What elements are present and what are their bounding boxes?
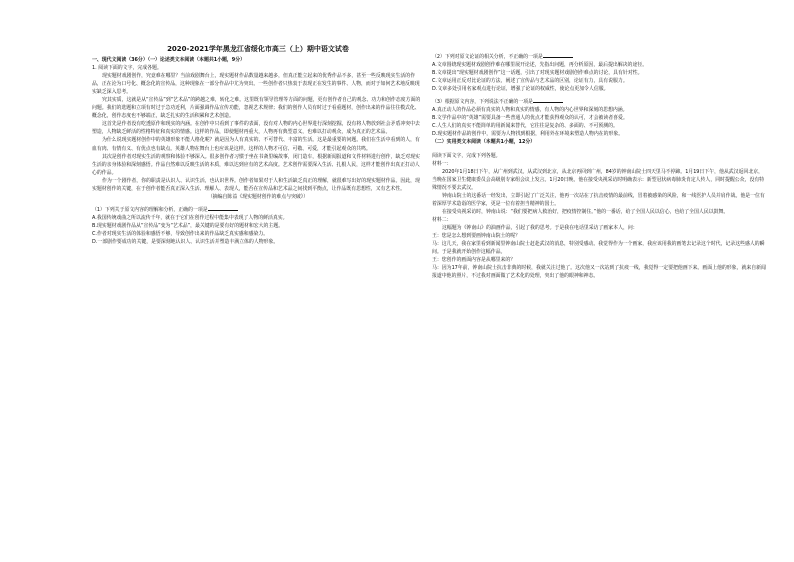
exam-title: 2020-2021学年黑龙江省绥化市高三（上）期中语文试卷 [167,45,349,53]
question-2-stem: （2）下列对原文论证的相关分析，不正确的一项是 [432,53,767,61]
material-paragraph: 2020年1月18日下午，从广州到武汉。从武汉到北京，从北京再回到广州，84岁的钟南山院士四天里马不停蹄。1月19日下午，他从武汉返回北京，当晚在国家卫生健康委员会高级别专家组会议上发言。1月20日晚，他在接受央视采访时明确表示：新型冠状病毒肺炎肯定人传人，同时提醒公众，没有特殊情况不要去武汉。 [432,168,765,191]
question-3-stem: （3）根据原文内容，下列说法不正确的一项是 [432,98,767,106]
left-column [92,56,424,246]
question-2-option-a: A.文章围绕现实题材戏剧创作难在哪里展开论述，先指出问题，再分析原因，最后提出解决的途径。 [432,62,648,69]
section-heading: 一、现代文阅读（36分）（一）论述类文本阅读（本题共1小题，9分） [92,57,245,63]
interview-line: 王：您是怎么想到要画钟南山院士的呢？ [432,232,521,239]
material-paragraph: 在接受央视采访时，钟南山说：“我们要把病人救治好，把疫情控制住。”他的一番话，给了全国人民以信心，也给了全国人民以鼓舞。 [442,208,729,215]
answer-blank[interactable] [208,210,238,211]
reading-intro: 1. 阅读下面的文字，完成各题。 [92,65,162,72]
material-label: 材料二： [432,216,452,223]
question-2-option-d: D.文章多处引用名家观点进行论证，增强了论证的权威性，使论点更加令人信服。 [432,86,609,93]
question-1-option-d: D.一部剧作要成功的关键，是要深刻地认识人、认识生活并塑造丰满立体的人物形象。 [92,239,279,246]
question-3-option-a: A.真正动人的作品必须有真实的人物和真实的情感，有人物的内心世界和深刻的思想内涵。 [432,107,628,114]
question-1-option-a: A.我国传统戏曲之所以流传千年，就在于它们在创作过程中能集中表现了人物的鲜活真实。 [92,214,288,221]
reading-intro: 阅读下面文字，完成下列各题。 [432,152,501,159]
passage-paragraph: 作为一个剧作者，你的职责是认识人、认识生活，也认识世界。创作者如果对于人和生活缺乏真正的理解，就很难写出好的现实题材作品。因此，现实题材创作的关键，在于创作者能否真正深入生活、理解人、表现人，能否在宣传品和艺术品之间找到平衡点，让作品既有思想性，又有艺术性。 [92,177,420,192]
question-3-option-c: C.人生人们的真实不能简单的用新闻来替代，它往往是复杂的、多面的、不可预测的。 [432,123,618,130]
material-paragraph: 钟南山院士的这番话一经发出，立即引起了广泛关注，他再一次站在了抗击疫情的最前线，冒着被感染的风险，和一线医护人员并肩作战。他是一位有着深厚学术造诣的医学家，更是一位有着担当精神的国士。 [432,192,765,207]
passage-source: （摘编自陈益《现实题材创作的难点与突破》） [207,193,309,200]
material-paragraph: 这幅题为《钟南山》的油画作品，引起了我的思考。于是我在电话里采访了画家本人，问： [442,224,638,231]
interview-line: 王：您创作的画面内容是从哪里来的？ [432,257,516,264]
question-1-option-c: C.作者对现实生活的体验和感悟不够，导致创作出来的作品缺乏真实感和感染力。 [92,230,269,237]
interview-line: 马：因为17年前，钟南山院士抗击非典的时候，我就关注过他了。这次他又一次站到了抗疫一线，我觉得一定要把他画下来。画面上他的形象，就来自新闻报道中他的照片，不过我对画面做了艺术化的处理，突出了他的眼神和神态。 [432,265,766,280]
answer-blank[interactable] [533,102,563,103]
passage-paragraph: 其次是创作者对现实生活的观察和体验不够深入。很多创作者习惯于坐在书斋里编故事，闭门造车，根据新闻报道和文件材料进行创作，缺乏对现实生活的亲身体验和深刻感悟。作品自然难以反映生活的本质，难以达到应有的艺术高度。艺术创作需要深入生活、扎根人民，这样才能创作出真正打动人心的作品。 [92,153,420,176]
right-column [432,53,767,280]
question-3-option-b: B.文学作品中的“英雄”需要具备一些普通人的优点才能获得观众的认可，才会被读者喜爱。 [432,115,628,122]
question-1-option-b: B.现实题材戏剧作品从“宣传品”变为“艺术品”，最关键的是要有好的题材和宏大的主题。 [92,222,284,229]
answer-blank[interactable] [543,57,573,58]
material-label: 材料一： [432,160,452,167]
passage-paragraph: 为什么说现实题材创作中的英雄形象不能人格化呢？就是因为人有真实的、不可替代、丰富的生活。这是最重要的问题。我们在生活中看到的人，有血有肉、有情有义、有优点也有缺点。英雄人物在舞台上也应该是这样。这样的人物才可信、可敬、可爱，才能引起观众的共鸣。 [92,137,420,152]
question-3-option-d: D.现实题材作品的创作中，需要为人物找到根据，利用外在环境来塑造人物内在的形象。 [432,131,624,138]
passage-paragraph: 这首先是作者没有吃透原作和现实的内涵。在创作中只看到了事件的表面，没有对人物的内心世界进行深刻挖掘，没有将人物放到社会矛盾冲突中去塑造，人物缺乏鲜活的性格特征和真实的情感。这样的作品，即使题材再重大，人物再有典型意义，也难以打动观众，成为真正的艺术品。 [92,121,420,136]
passage-paragraph: 现实题材戏剧创作，究竟难在哪里？当前戏剧舞台上，现实题材作品数量越来越多，但真正能立起来的优秀作品不多，甚至一些反映现实生活的作品，正在沦为口号化、概念化的宣传品，这种现象在一部分作品中尤为突出。一些创作者只热衷于表现正在发生的事件、人物，而对于如何艺术地反映现实缺乏深入思考。 [92,73,420,96]
section-heading: （二）实用类文本阅读（本题共1小题，12分） [432,139,536,146]
question-2-option-b: B.文章提出“现实题材戏剧创作”这一话题，引出了对现实题材戏剧创作难点的讨论，具有针对性。 [432,70,643,77]
question-1-stem: （1）下列关于原文内容的理解和分析，正确的一项是 [92,206,424,214]
passage-paragraph: 究其实质，这就是从“宣传品”到“艺术品”的跨越之难，转化之难。这里既有领导管理等方面的问题，更有创作者自己的观念、功力和创作态度方面的问题。我们的选题和立项有时过于急功近利，片面强调作品宣传功能，忽视艺术规律；我们的创作人员有时过于看重题材，创作出来的作品往往模式化、概念化，创作态度也不够端正，缺乏扎实的生活积累和艺术创造。 [92,97,421,120]
question-2-option-c: C.文章运用正反对比论证的方法，阐述了宣传品与艺术品的区别，论证有力，具有说服力。 [432,78,628,85]
interview-line: 马：这几天，我在家里看到新闻里钟南山院士赶赴武汉的消息，特别受感动。我觉得作为一个画家，我应该用我的画笔去记录这个时代，记录这些感人的瞬间。于是我就开始创作这幅作品。 [432,241,765,256]
